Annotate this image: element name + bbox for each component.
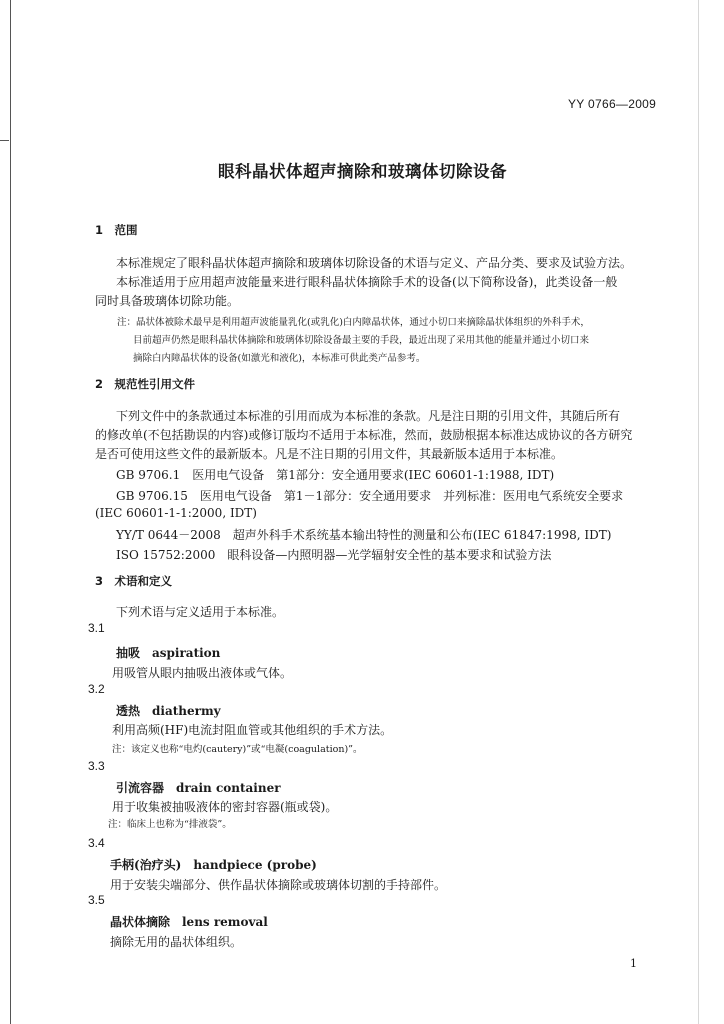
page-number: 1	[630, 957, 637, 970]
section-1-note-1: 注：晶状体被除术最早是利用超声波能量乳化(或乳化)白内障晶状体，通过小切口来摘除晶状体组织的外科手术，	[117, 317, 590, 328]
document-title: 眼科晶状体超声摘除和玻璃体切除设备	[218, 162, 507, 181]
section-2-paragraph-1a: 下列文件中的条款通过本标准的引用而成为本标准的条款。凡是注日期的引用文件，其随后所有	[116, 409, 621, 423]
term-number: 3.1	[88, 621, 105, 635]
term-number: 3.2	[88, 682, 105, 696]
reference-gb-9706-1: GB 9706.1 医用电气设备 第1部分：安全通用要求(IEC 60601-1:1988, IDT)	[116, 468, 555, 482]
section-1-heading: 1 范围	[95, 223, 138, 237]
term-note: 注：临床上也称为“排液袋”。	[108, 819, 232, 830]
reference-yy-t-0644: YY/T 0644－2008 超声外科手术系统基本输出特性的测量和公布(IEC 61847:1998, IDT)	[116, 528, 612, 542]
section-1-paragraph-2b: 同时具备玻璃体切除功能。	[95, 294, 240, 308]
section-1-note-2: 目前超声仍然是眼科晶状体摘除和玻璃体切除设备最主要的手段，最近出现了采用其他的能量并通过小切口来	[133, 335, 590, 346]
term-heading: 引流容器 drain container	[116, 781, 281, 795]
section-1-paragraph-2a: 本标准适用于应用超声波能量来进行眼科晶状体摘除手术的设备(以下简称设备)，此类设备一般	[116, 275, 618, 289]
standard-number: YY 0766—2009	[568, 97, 657, 111]
term-heading: 晶状体摘除 lens removal	[110, 915, 268, 929]
term-heading: 手柄(治疗头) handpiece (probe)	[110, 858, 317, 872]
term-heading: 抽吸 aspiration	[116, 646, 221, 660]
scan-shadow-line	[698, 0, 699, 1024]
term-number: 3.3	[88, 759, 105, 773]
term-note: 注：该定义也称“电灼(cautery)”或“电凝(coagulation)”。	[112, 744, 363, 755]
section-3-heading: 3 术语和定义	[95, 574, 173, 588]
scan-edge-line	[10, 0, 11, 1024]
reference-gb-9706-15: GB 9706.15 医用电气设备 第1－1部分：安全通用要求 并列标准：医用电气系统安全要求	[116, 489, 624, 503]
term-definition: 用吸管从眼内抽吸出液体或气体。	[112, 666, 293, 680]
term-number: 3.5	[88, 893, 105, 907]
section-1-note-3: 摘除白内障晶状体的设备(如激光和液化)，本标准可供此类产品参考。	[133, 353, 426, 364]
scan-edge-mark	[0, 140, 9, 141]
section-1-paragraph-1: 本标准规定了眼科晶状体超声摘除和玻璃体切除设备的术语与定义、产品分类、要求及试验方法。	[116, 256, 633, 270]
section-3-intro: 下列术语与定义适用于本标准。	[116, 605, 285, 619]
section-2-heading: 2 规范性引用文件	[95, 377, 196, 391]
reference-iso-15752: ISO 15752:2000 眼科设备—内照明器—光学辐射安全性的基本要求和试验方法	[116, 548, 552, 562]
term-heading: 透热 diathermy	[116, 704, 221, 718]
term-definition: 摘除无用的晶状体组织。	[110, 935, 243, 949]
term-definition: 利用高频(HF)电流封阻血管或其他组织的手术方法。	[112, 723, 393, 737]
term-definition: 用于安装尖端部分、供作晶状体摘除或玻璃体切割的手持部件。	[110, 878, 447, 892]
section-2-paragraph-1b: 的修改单(不包括勘误的内容)或修订版均不适用于本标准，然而，鼓励根据本标准达成协议的各方研究	[95, 428, 633, 442]
term-definition: 用于收集被抽吸液体的密封容器(瓶或袋)。	[112, 800, 338, 814]
section-2-paragraph-1c: 是否可使用这些文件的最新版本。凡是不注日期的引用文件，其最新版本适用于本标准。	[95, 447, 564, 461]
reference-gb-9706-15-cont: (IEC 60601-1-1:2000, IDT)	[95, 506, 257, 520]
term-number: 3.4	[88, 836, 105, 850]
